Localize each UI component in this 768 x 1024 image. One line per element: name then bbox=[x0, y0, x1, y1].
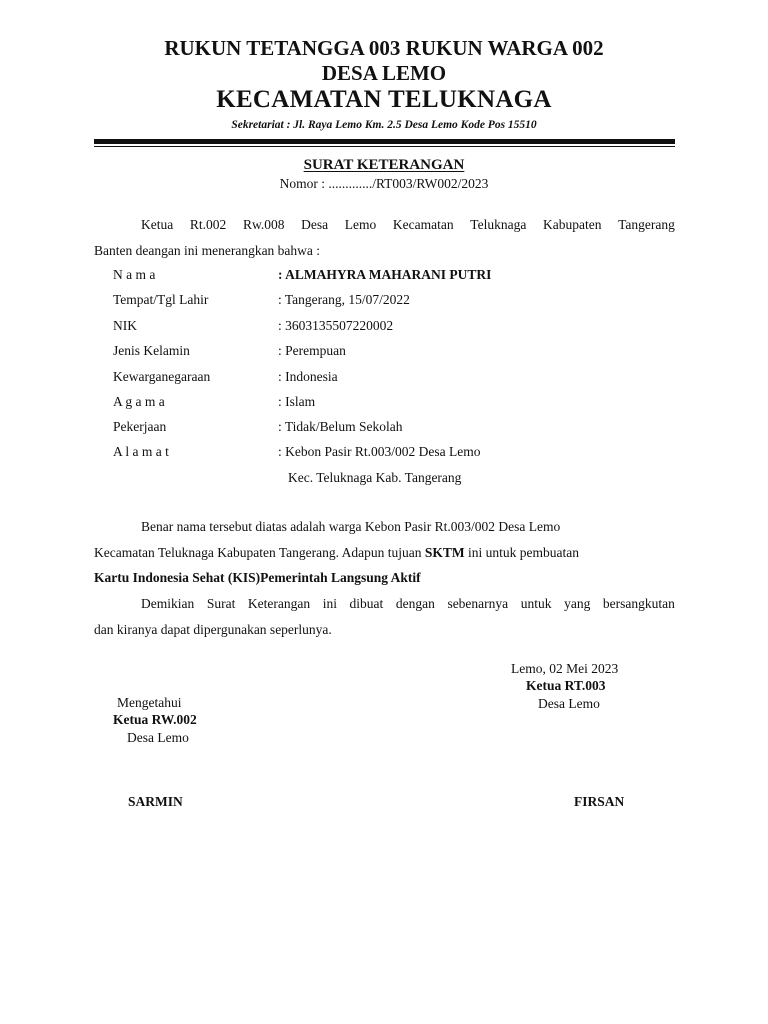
body-p1-line-2: Kecamatan Teluknaga Kabupaten Tangerang. Adapun tujuan SKTM ini untuk pembuatan bbox=[94, 544, 579, 560]
body-p2-line-1: Demikian Surat Keterangan ini dibuat dengan sebenarnya untuk yang bersangkutan bbox=[141, 596, 675, 611]
body-paragraph-1 bbox=[94, 514, 675, 591]
letter-number: Nomor : ............./RT003/RW002/2023 bbox=[279, 176, 489, 191]
field-label-address: A l a m a t bbox=[113, 444, 169, 459]
right-signer-title: Ketua RT.003 bbox=[526, 678, 606, 693]
field-label-occupation: Pekerjaan bbox=[113, 419, 167, 434]
letterhead-line-1: RUKUN TETANGGA 003 RUKUN WARGA 002 bbox=[164, 36, 604, 60]
field-value-address-line-2: Kec. Teluknaga Kab. Tangerang bbox=[288, 470, 462, 485]
left-acknowledge: Mengetahui bbox=[117, 695, 182, 710]
right-signer-name: FIRSAN bbox=[574, 794, 625, 809]
field-value-gender: : Perempuan bbox=[278, 343, 346, 358]
field-value-name: : ALMAHYRA MAHARANI PUTRI bbox=[278, 267, 492, 282]
right-signer-village: Desa Lemo bbox=[538, 696, 600, 711]
left-signer-title: Ketua RW.002 bbox=[113, 712, 197, 727]
body-p2-line-2: dan kiranya dapat dipergunakan seperlunya. bbox=[94, 621, 332, 637]
field-value-birth: : Tangerang, 15/07/2022 bbox=[278, 292, 410, 307]
intro-paragraph bbox=[94, 212, 675, 263]
field-label-gender: Jenis Kelamin bbox=[113, 343, 190, 358]
field-label-citizenship: Kewarganegaraan bbox=[113, 369, 211, 384]
left-signer-village: Desa Lemo bbox=[127, 730, 189, 745]
body-p1-line-1: Benar nama tersebut diatas adalah warga Kebon Pasir Rt.003/002 Desa Lemo bbox=[141, 519, 561, 534]
field-value-nik: : 3603135507220002 bbox=[278, 318, 394, 333]
sktm-emphasis: SKTM bbox=[424, 544, 465, 560]
intro-line-2: Banten deangan ini menerangkan bahwa : bbox=[94, 242, 321, 258]
left-signer-name: SARMIN bbox=[128, 794, 183, 809]
field-value-occupation: : Tidak/Belum Sekolah bbox=[278, 419, 403, 434]
letterhead-line-2: DESA LEMO bbox=[321, 61, 447, 85]
secretariat-address: Sekretariat : Jl. Raya Lemo Km. 2.5 Desa Lemo Kode Pos 15510 bbox=[231, 119, 537, 131]
field-label-name: N a m a bbox=[113, 267, 156, 282]
letterhead-line-3: KECAMATAN TELUKNAGA bbox=[216, 86, 552, 113]
letter-title: SURAT KETERANGAN bbox=[303, 157, 465, 173]
field-value-religion: : Islam bbox=[278, 394, 316, 409]
body-p1-line-3: Kartu Indonesia Sehat (KIS)Pemerintah Langsung Aktif bbox=[94, 570, 421, 585]
field-label-nik: NIK bbox=[113, 318, 137, 333]
intro-line-1: Ketua Rt.002 Rw.008 Desa Lemo Kecamatan Teluknaga Kabupaten Tangerang bbox=[141, 217, 675, 232]
letterhead-divider-thick bbox=[94, 139, 675, 144]
field-value-citizenship: : Indonesia bbox=[278, 369, 338, 384]
field-label-birth: Tempat/Tgl Lahir bbox=[113, 292, 209, 307]
field-value-address: : Kebon Pasir Rt.003/002 Desa Lemo bbox=[278, 444, 481, 459]
letterhead-divider-thin bbox=[94, 146, 675, 147]
place-date: Lemo, 02 Mei 2023 bbox=[511, 661, 619, 676]
body-paragraph-2 bbox=[94, 591, 675, 642]
field-label-religion: A g a m a bbox=[113, 394, 165, 409]
